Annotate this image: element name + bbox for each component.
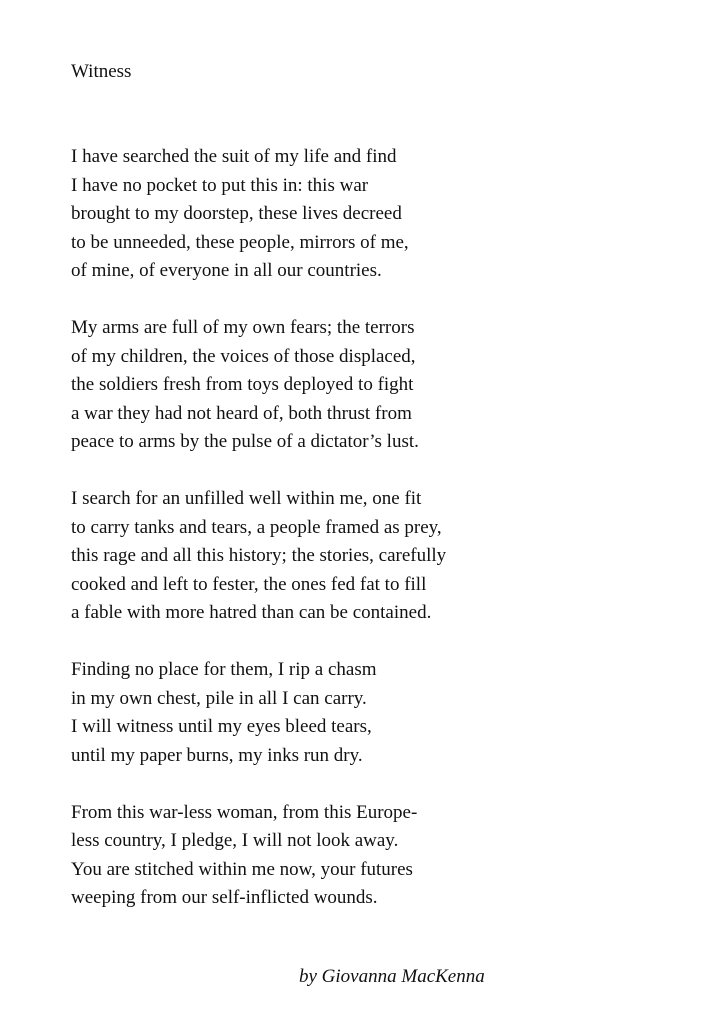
poem-line: brought to my doorstep, these lives decreed bbox=[71, 203, 402, 224]
poem-line: peace to arms by the pulse of a dictator’s lust. bbox=[71, 431, 419, 452]
poem-line: a fable with more hatred than can be contained. bbox=[71, 602, 432, 623]
poem-body bbox=[71, 143, 671, 941]
stanza-1 bbox=[71, 143, 671, 286]
poem-title: Witness bbox=[71, 61, 132, 82]
poem-line: a war they had not heard of, both thrust from bbox=[71, 402, 412, 424]
poem-line: Finding no place for them, I rip a chasm bbox=[71, 659, 377, 680]
poem-line: I search for an unfilled well within me, one fit bbox=[71, 488, 422, 509]
stanza-2 bbox=[71, 314, 671, 457]
stanza-5 bbox=[71, 799, 671, 913]
poem-line: to carry tanks and tears, a people framed as prey, bbox=[71, 516, 442, 538]
poem-line: of mine, of everyone in all our countries. bbox=[71, 260, 382, 281]
poem-line: in my own chest, pile in all I can carry. bbox=[71, 687, 367, 709]
poem-line: of my children, the voices of those displaced, bbox=[71, 345, 416, 367]
poem-line: the soldiers fresh from toys deployed to fight bbox=[71, 374, 414, 395]
poem-line: I will witness until my eyes bleed tears, bbox=[71, 716, 372, 737]
stanza-3 bbox=[71, 485, 671, 628]
poem-line: less country, I pledge, I will not look away. bbox=[71, 830, 399, 851]
poem-line: I have no pocket to put this in: this war bbox=[71, 174, 369, 196]
poem-line: I have searched the suit of my life and find bbox=[71, 146, 397, 167]
author-byline: by Giovanna MacKenna bbox=[299, 966, 485, 987]
poem-line: to be unneeded, these people, mirrors of me, bbox=[71, 231, 409, 253]
poem-line: this rage and all this history; the stories, carefully bbox=[71, 545, 447, 566]
poem-line: cooked and left to fester, the ones fed fat to fill bbox=[71, 573, 427, 595]
stanza-4 bbox=[71, 656, 671, 770]
poem-line: until my paper burns, my inks run dry. bbox=[71, 744, 363, 766]
poem-line: You are stitched within me now, your futures bbox=[71, 858, 413, 880]
poem-line: From this war-less woman, from this Europe- bbox=[71, 801, 418, 823]
poem-line: weeping from our self-inflicted wounds. bbox=[71, 887, 378, 908]
poem-line: My arms are full of my own fears; the terrors bbox=[71, 317, 415, 338]
